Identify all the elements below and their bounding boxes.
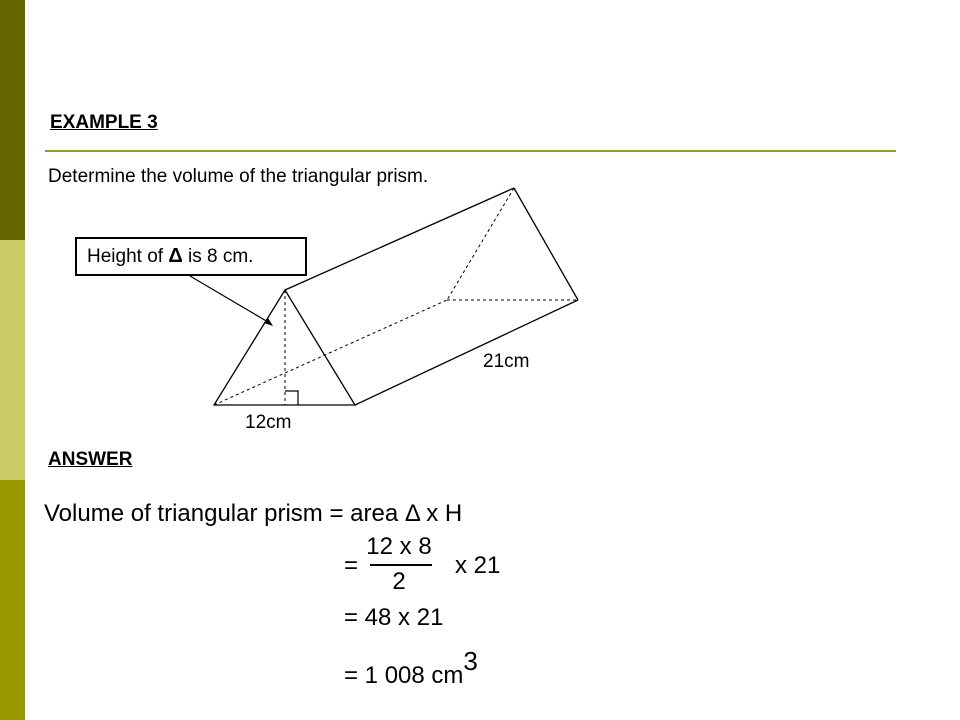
- answer-line-4: [344, 646, 478, 690]
- length-dimension-label: 21cm: [483, 351, 530, 372]
- prism-bottom-right-edge: [355, 300, 578, 405]
- answer-line-3: = 48 x 21: [344, 604, 444, 631]
- callout-suffix: is 8 cm.: [187, 246, 254, 267]
- base-dimension-label: 12cm: [245, 412, 292, 433]
- fraction-denominator: 2: [392, 568, 406, 595]
- question-text: Determine the volume of the triangular prism.: [48, 166, 429, 187]
- fraction-bar: [370, 564, 432, 566]
- callout-arrowhead: [264, 318, 273, 326]
- height-callout: [75, 237, 307, 276]
- cubic-exponent: 3: [463, 646, 478, 676]
- callout-pointer: [190, 276, 268, 322]
- prism-hidden-back-edge: [447, 188, 514, 300]
- fraction-numerator: 12 x 8: [366, 533, 432, 560]
- prism-hidden-left-edge: [214, 300, 447, 405]
- answer-heading: ANSWER: [48, 449, 133, 470]
- answer-line-2-equals: =: [344, 552, 359, 579]
- answer-line-1: Volume of triangular prism = area Δ x H: [44, 500, 463, 527]
- right-angle-marker: [285, 391, 298, 405]
- delta-symbol: Δ: [168, 245, 183, 267]
- prism-right-back-edge: [514, 188, 578, 300]
- answer-line-2-rest: x 21: [455, 552, 501, 579]
- answer-line-4-text: = 1 008 cm: [344, 662, 464, 689]
- callout-prefix: Height of: [87, 246, 164, 267]
- prism-top-edge: [285, 188, 514, 290]
- example-heading: EXAMPLE 3: [50, 112, 158, 133]
